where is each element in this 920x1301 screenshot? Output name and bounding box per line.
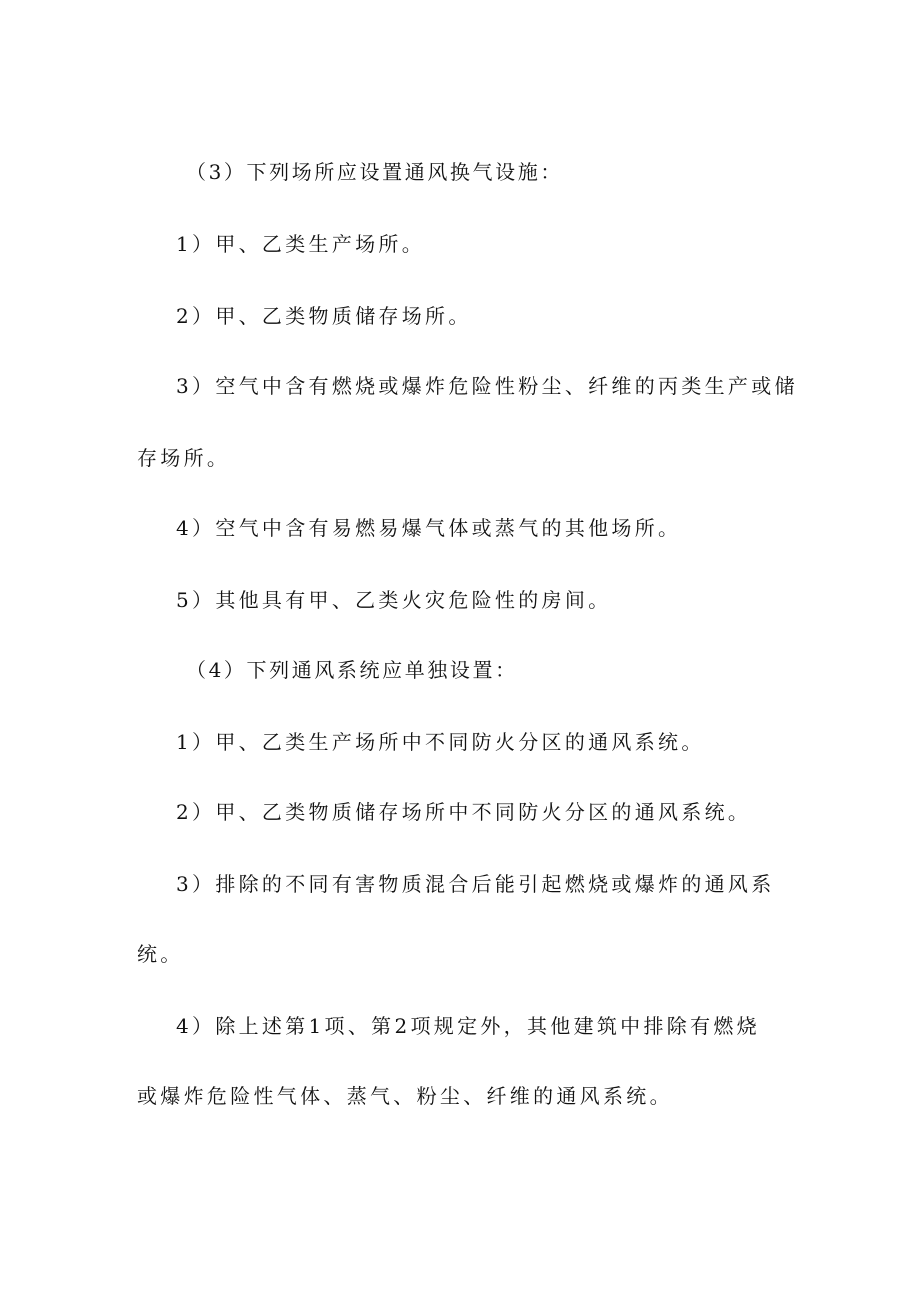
section-4-heading: （4）下列通风系统应单独设置：: [186, 658, 518, 682]
section-3-item-2: 2）甲、乙类物质储存场所。: [176, 304, 472, 328]
section-3-item-5: 5）其他具有甲、乙类火灾危险性的房间。: [176, 588, 612, 612]
section-3-item-4: 4）空气中含有易燃易爆气体或蒸气的其他场所。: [176, 516, 682, 540]
section-4-item-4-continued: 或爆炸危险性气体、蒸气、粉尘、纤维的通风系统。: [137, 1084, 673, 1108]
section-3-item-1: 1）甲、乙类生产场所。: [176, 232, 426, 256]
section-4-item-4: 4）除上述第1项、第2项规定外，其他建筑中排除有燃烧: [176, 1014, 760, 1038]
section-4-item-1: 1）甲、乙类生产场所中不同防火分区的通风系统。: [176, 730, 705, 754]
section-4-item-3: 3）排除的不同有害物质混合后能引起燃烧或爆炸的通风系: [176, 872, 775, 896]
section-3-item-3-continued: 存场所。: [137, 446, 231, 470]
section-4-item-2: 2）甲、乙类物质储存场所中不同防火分区的通风系统。: [176, 800, 752, 824]
section-4-item-3-continued: 统。: [137, 942, 184, 966]
section-3-heading: （3）下列场所应设置通风换气设施：: [186, 160, 563, 184]
section-3-item-3: 3）空气中含有燃烧或爆炸危险性粉尘、纤维的丙类生产或储: [176, 374, 798, 398]
